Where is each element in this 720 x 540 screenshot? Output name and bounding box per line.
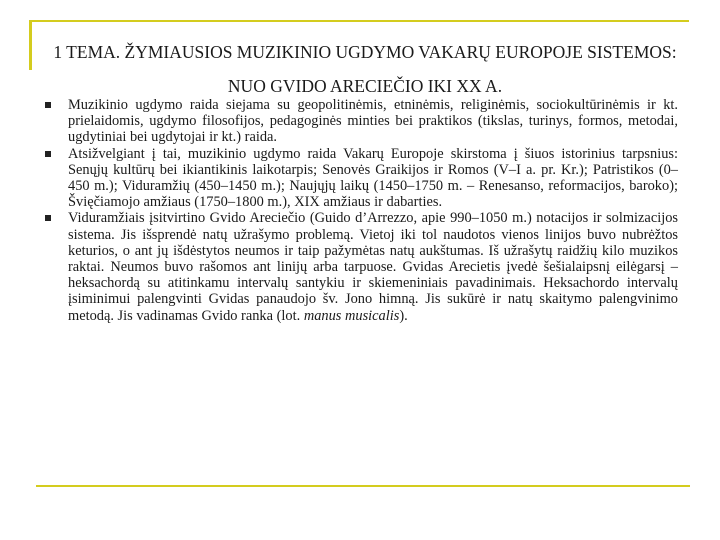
bullet-item <box>38 97 678 146</box>
bullet-text-tail: ). <box>399 307 408 324</box>
bullet-item <box>38 210 678 323</box>
slide-title: 1 TEMA. ŽYMIAUSIOS MUZIKINIO UGDYMO VAKARŲ EUROPOJE SISTEMOS: NUO GVIDO ARECIEČIO IKI XX A. <box>53 42 677 96</box>
square-bullet-icon <box>45 215 51 221</box>
decorative-vertical-line <box>29 20 32 70</box>
bullet-text: Muzikinio ugdymo raida siejama su geopolitinėmis, etninėmis, religinėmis, sociokultūrinėmis ir kt. prielaidomis, ugdymo filosofijos, pedagoginės minties bei praktikos (tikslas, turinys, formos, metodai, ugdytiniai bei ugdytojai ir kt.) raida. <box>68 97 678 146</box>
bullet-list <box>38 97 678 324</box>
square-bullet-icon <box>45 102 51 108</box>
bullet-text: Viduramžiais įsitvirtino Gvido Areciečio (Guido d’Arrezzo, apie 990–1050 m.) notacijos ir solmizacijos sistema. Jis išsprendė natų užrašymo problemą. Vietoj iki tol naudotos vienos linijos buvo nubrėžtos keturios, o ant jų išdėstytos neumos ir taip pažymėtas natų aukštumas. Iš užrašytų raidžių kilo muzikos raktai. Neumos buvo rašomos ant linijų arba tarpuose. Gvidas Arecietis įvedė šešialaipsnį eilėgarsį – heksachordą su atitinkamu intervalų santykiu ir skiemeniniais pavadinimais. Heksachordo intervalų įsiminimui palengvinti Gvidas panaudojo šv. Jono himną. Jis sukūrė ir natų skaitymo palengvinimo metodą. Jis vadinamas Gvido ranka (lot. <box>68 210 678 324</box>
bullet-text: Atsižvelgiant į tai, muzikinio ugdymo raida Vakarų Europoje skirstoma į šiuos istorinius tarpsnius: Senųjų kultūrų bei ikiantikinis laikotarpis; Senovės Graikijos ir Romos (V–I a. pr. Kr.); Patristikos (0–450 m.); Viduramžių (450–1450 m.); Naujųjų laikų (1450–1750 m. – Renesanso, reformacijos, baroko); Švięčiamojo amžiaus (1750–1800 m.), XIX amžiaus ir dabarties. <box>68 145 678 211</box>
bullet-item <box>38 146 678 211</box>
square-bullet-icon <box>45 151 51 157</box>
latin-term: manus musicalis <box>303 307 400 324</box>
decorative-top-line <box>29 20 689 22</box>
decorative-bottom-line <box>36 485 690 487</box>
